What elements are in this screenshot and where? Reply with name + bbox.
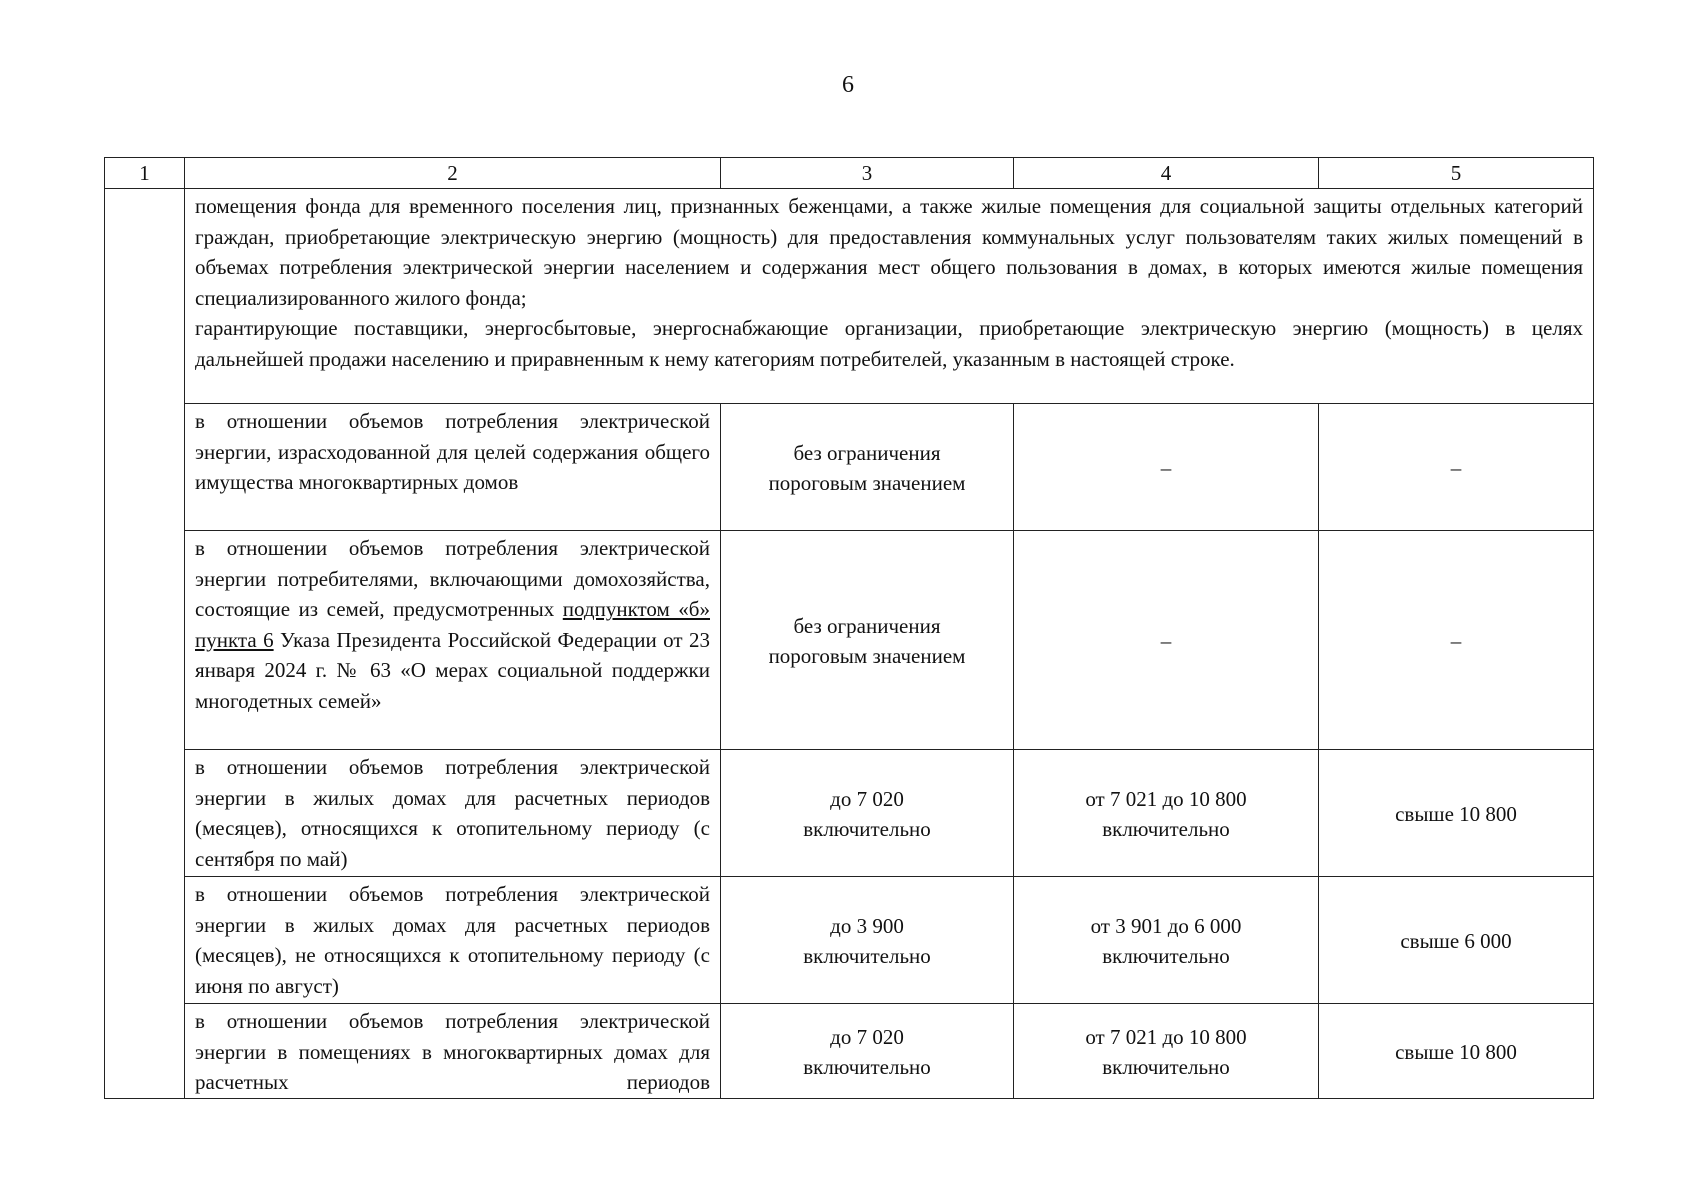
col-3-line-1: без ограничения [793,613,941,638]
row-col-5: – [1319,404,1594,531]
intro-paragraph-1: помещения фонда для временного поселения лиц, признанных беженцами, а также жилые помещения для социальной защиты отдельных категорий граждан, приобретающие электрическую энергию (мощность) для предоставления коммунальных услуг пользователям таких жилых помещений в объемах потребления электрической энергии населением и содержания мест общего пользования в домах, в которых имеются жилые помещения специализированного жилого фонда; [195,194,1583,310]
row-col-4 [1014,877,1319,1004]
row-description: в отношении объемов потребления электрической энергии в помещениях в многоквартирных домах для расчетных периодов [185,1004,721,1099]
row-col-3 [721,1004,1014,1099]
col-3-line-1: до 7 020 [830,1024,904,1049]
description-text-before-link: в отношении объемов потребления электрической энергии потребителями, включающими домохозяйства, состоящие из семей, предусмотренных [195,536,710,621]
col-4-line-2: включительно [1102,944,1230,968]
row-description: в отношении объемов потребления электрической энергии в жилых домах для расчетных периодов (месяцев), не относящихся к отопительному периоду (с июня по август) [185,877,721,1004]
row-col-4: – [1014,531,1319,750]
intro-paragraph-2: гарантирующие поставщики, энергосбытовые, энергоснабжающие организации, приобретающие электрическую энергию (мощность) в целях дальнейшей продажи населению и приравненным к нему категориям потребителей, указанным в настоящей строке. [195,316,1583,371]
col-3-line-1: без ограничения [793,440,941,465]
row-col-4 [1014,1004,1319,1099]
table-row [105,750,1594,877]
table-header-row [105,158,1594,189]
tariff-table [104,157,1594,1099]
header-col-4: 4 [1014,158,1319,189]
row-col-3 [721,404,1014,531]
col-3-line-2: включительно [803,817,931,841]
row-col-3 [721,531,1014,750]
col-3-line-2: включительно [803,944,931,968]
table-row [105,404,1594,531]
row-col-5: свыше 10 800 [1319,1004,1594,1099]
col-4-line-1: от 7 021 до 10 800 [1085,1024,1247,1049]
col-4-line-1: от 7 021 до 10 800 [1085,786,1247,811]
row-col-4 [1014,750,1319,877]
table-row [105,531,1594,750]
header-col-3: 3 [721,158,1014,189]
page-number: 6 [842,72,854,98]
row-col-3 [721,750,1014,877]
header-col-2: 2 [185,158,721,189]
description-text-after-link: Указа Президента Российской Федерации от 23 января 2024 г. № 63 «О мерах социальной поддержки многодетных семей» [195,627,710,713]
col-3-line-2: пороговым значением [768,644,966,668]
table-row [105,877,1594,1004]
table-row [105,1004,1594,1099]
col-3-line-2: пороговым значением [768,471,966,495]
row-col-5: свыше 10 800 [1319,750,1594,877]
row-col-4: – [1014,404,1319,531]
row-description: в отношении объемов потребления электрической энергии, израсходованной для целей содержания общего имущества многоквартирных домов [185,404,721,531]
col-4-line-1: от 3 901 до 6 000 [1090,913,1242,938]
table-row [105,189,1594,404]
header-col-5: 5 [1319,158,1594,189]
intro-cell [185,189,1594,404]
col-3-line-1: до 7 020 [830,786,904,811]
row-col-5: свыше 6 000 [1319,877,1594,1004]
col-4-line-2: включительно [1102,817,1230,841]
row-col-3 [721,877,1014,1004]
col-3-line-2: включительно [803,1055,931,1079]
col-3-line-1: до 3 900 [830,913,904,938]
row-description [185,531,721,750]
col-4-line-2: включительно [1102,1055,1230,1079]
row-description: в отношении объемов потребления электрической энергии в жилых домах для расчетных периодов (месяцев), относящихся к отопительному периоду (с сентября по май) [185,750,721,877]
col-1-cell [105,189,185,1099]
row-col-5: – [1319,531,1594,750]
decree-reference-link[interactable]: подпунктом «б» пункта 6 [195,597,710,652]
header-col-1: 1 [105,158,185,189]
